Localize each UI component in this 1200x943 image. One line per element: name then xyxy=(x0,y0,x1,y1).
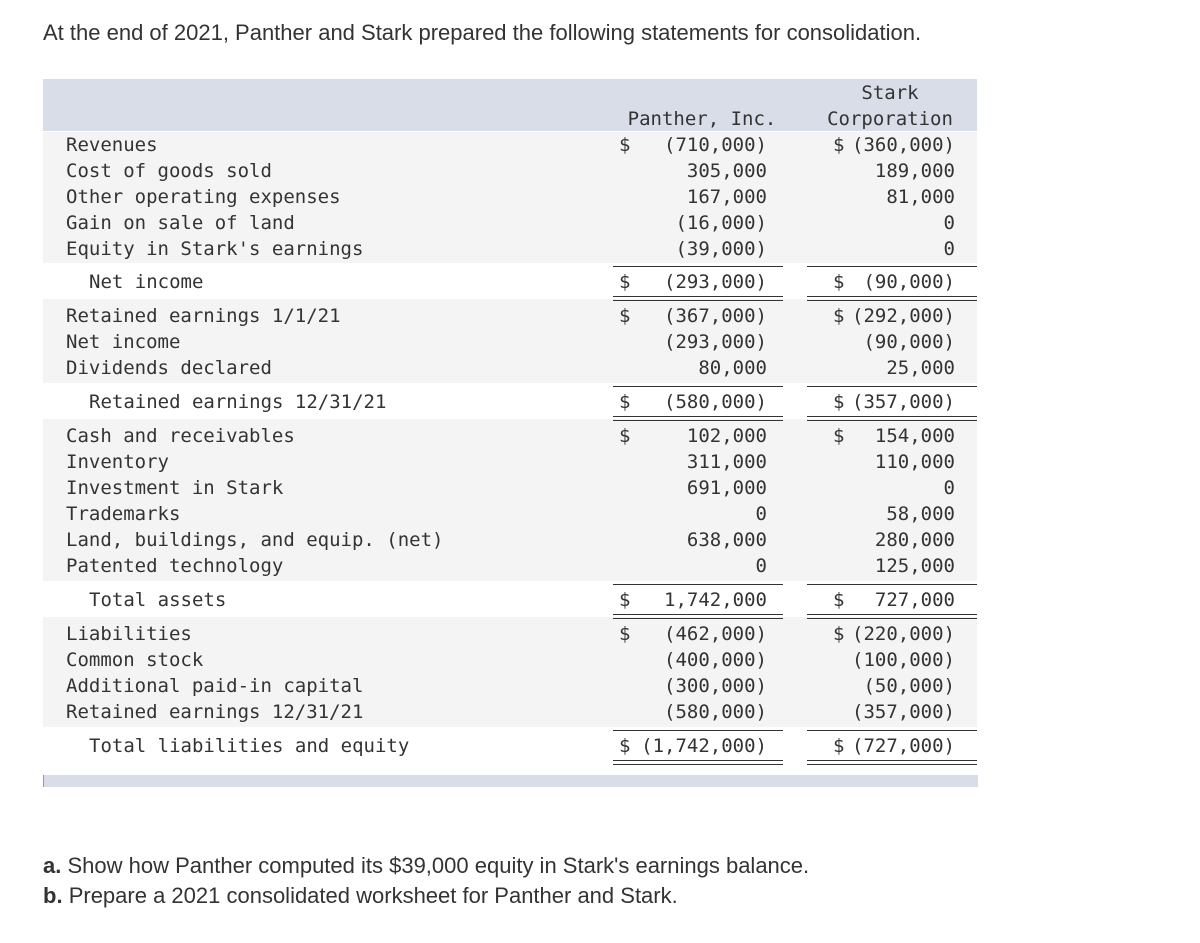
question-a-text: Show how Panther computed its $39,000 equity in Stark's earnings balance. xyxy=(67,853,810,878)
stark-dollar-sign: $ xyxy=(833,391,845,413)
double-rule xyxy=(613,614,783,619)
table-bottom-bar xyxy=(43,775,978,787)
panther-dollar-sign: $ xyxy=(619,425,631,447)
panther-value: (462,000) xyxy=(664,623,767,645)
stark-dollar-sign: $ xyxy=(833,271,845,293)
panther-dollar-sign: $ xyxy=(619,271,631,293)
stark-value: (360,000) xyxy=(852,134,955,156)
single-rule xyxy=(807,266,977,267)
row-label: Net income xyxy=(66,331,181,353)
panther-value: 691,000 xyxy=(686,477,767,499)
single-rule xyxy=(613,730,783,731)
panther-dollar-sign: $ xyxy=(619,735,631,757)
double-rule xyxy=(807,416,977,421)
row-label: Retained earnings 1/1/21 xyxy=(66,305,341,327)
stark-value: (357,000) xyxy=(852,391,955,413)
stark-value: (220,000) xyxy=(852,623,955,645)
question-a-marker: a. xyxy=(43,853,62,878)
row-label: Common stock xyxy=(66,649,204,671)
question-a xyxy=(43,851,809,881)
double-rule xyxy=(807,760,977,765)
column-header-panther: Panther, Inc. xyxy=(627,108,777,130)
panther-value: (293,000) xyxy=(664,331,767,353)
stark-value: 280,000 xyxy=(874,529,955,551)
panther-value: (580,000) xyxy=(664,701,767,723)
row-label: Retained earnings 12/31/21 xyxy=(66,701,364,723)
panther-value: 102,000 xyxy=(686,425,767,447)
panther-value: (1,742,000) xyxy=(641,735,767,757)
row-label: Equity in Stark's earnings xyxy=(66,238,364,260)
stark-dollar-sign: $ xyxy=(833,305,845,327)
stark-value: 0 xyxy=(943,477,955,499)
row-label: Cash and receivables xyxy=(66,425,295,447)
row-label: Gain on sale of land xyxy=(66,212,295,234)
panther-dollar-sign: $ xyxy=(619,589,631,611)
row-label: Revenues xyxy=(66,134,158,156)
stark-dollar-sign: $ xyxy=(833,134,845,156)
stark-value: (100,000) xyxy=(852,649,955,671)
row-label: Liabilities xyxy=(66,623,192,645)
single-rule xyxy=(807,386,977,387)
row-label: Other operating expenses xyxy=(66,186,341,208)
intro-text: At the end of 2021, Panther and Stark prepared the following statements for consolidation. xyxy=(43,20,922,45)
column-header-stark-line1: Stark xyxy=(861,82,919,104)
stark-value: 25,000 xyxy=(886,357,955,379)
double-rule xyxy=(613,760,783,765)
panther-value: 305,000 xyxy=(686,160,767,182)
panther-dollar-sign: $ xyxy=(619,134,631,156)
stark-value: (357,000) xyxy=(852,701,955,723)
stark-value: (292,000) xyxy=(852,305,955,327)
panther-value: 311,000 xyxy=(686,451,767,473)
panther-dollar-sign: $ xyxy=(619,623,631,645)
double-rule xyxy=(613,416,783,421)
stark-dollar-sign: $ xyxy=(833,425,845,447)
questions xyxy=(43,851,809,911)
panther-dollar-sign: $ xyxy=(619,391,631,413)
row-label: Total assets xyxy=(89,589,227,611)
row-label: Patented technology xyxy=(66,555,284,577)
panther-value: (16,000) xyxy=(675,212,767,234)
question-b xyxy=(43,881,809,911)
stark-value: 81,000 xyxy=(886,186,955,208)
row-label: Cost of goods sold xyxy=(66,160,272,182)
row-label: Dividends declared xyxy=(66,357,272,379)
double-rule xyxy=(613,296,783,301)
panther-value: 638,000 xyxy=(686,529,767,551)
double-rule xyxy=(807,296,977,301)
stark-value: 58,000 xyxy=(886,503,955,525)
question-b-text: Prepare a 2021 consolidated worksheet for Panther and Stark. xyxy=(68,883,678,908)
row-label: Total liabilities and equity xyxy=(89,735,410,757)
stark-value: (50,000) xyxy=(863,675,955,697)
single-rule xyxy=(613,386,783,387)
row-label: Investment in Stark xyxy=(66,477,284,499)
panther-value: 167,000 xyxy=(686,186,767,208)
stark-value: (90,000) xyxy=(863,331,955,353)
panther-value: (580,000) xyxy=(664,391,767,413)
panther-dollar-sign: $ xyxy=(619,305,631,327)
column-header-stark-line2: Corporation xyxy=(827,108,953,130)
panther-value: (293,000) xyxy=(664,271,767,293)
row-label: Land, buildings, and equip. (net) xyxy=(66,529,444,551)
panther-value: (300,000) xyxy=(664,675,767,697)
question-b-marker: b. xyxy=(43,883,63,908)
panther-value: (367,000) xyxy=(664,305,767,327)
stark-value: (90,000) xyxy=(863,271,955,293)
stark-value: 125,000 xyxy=(874,555,955,577)
single-rule xyxy=(807,584,977,585)
row-label: Inventory xyxy=(66,451,169,473)
stark-value: (727,000) xyxy=(852,735,955,757)
stark-dollar-sign: $ xyxy=(833,589,845,611)
panther-value: 1,742,000 xyxy=(664,589,767,611)
stark-dollar-sign: $ xyxy=(833,623,845,645)
single-rule xyxy=(807,730,977,731)
row-label: Additional paid-in capital xyxy=(66,675,364,697)
panther-value: 80,000 xyxy=(698,357,767,379)
panther-value: 0 xyxy=(755,503,767,525)
panther-value: (710,000) xyxy=(664,134,767,156)
stark-value: 0 xyxy=(943,238,955,260)
panther-value: (39,000) xyxy=(675,238,767,260)
row-label: Net income xyxy=(89,271,204,293)
stark-value: 727,000 xyxy=(874,589,955,611)
single-rule xyxy=(613,266,783,267)
stark-value: 189,000 xyxy=(874,160,955,182)
stark-value: 154,000 xyxy=(874,425,955,447)
stark-dollar-sign: $ xyxy=(833,735,845,757)
row-label: Trademarks xyxy=(66,503,181,525)
panther-value: (400,000) xyxy=(664,649,767,671)
double-rule xyxy=(807,614,977,619)
single-rule xyxy=(613,584,783,585)
stark-value: 110,000 xyxy=(874,451,955,473)
row-label: Retained earnings 12/31/21 xyxy=(89,391,387,413)
panther-value: 0 xyxy=(755,555,767,577)
stark-value: 0 xyxy=(943,212,955,234)
